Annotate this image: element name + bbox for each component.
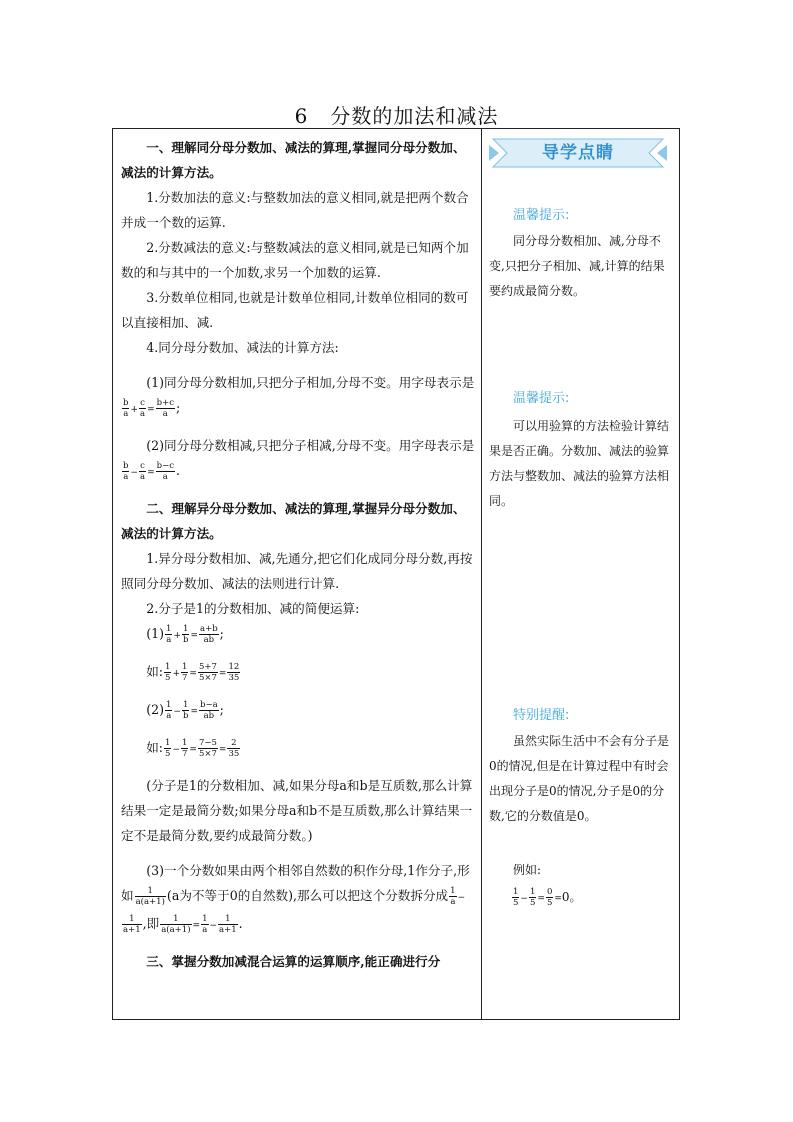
paragraph: 2.分子是1的分数相加、减的简便运算:	[146, 601, 360, 616]
tip-3-example-formula: $\frac{1}{5}$ − $\frac{1}{5}$ = $\frac{0}{5}$ =0。	[513, 887, 582, 908]
section-title: 分数的加法和减法	[330, 104, 499, 128]
content-table	[112, 128, 680, 1020]
tip-1-title: 温馨提示:	[513, 208, 570, 223]
formula-sub-unit: (2) $\frac{1}{a}$ − $\frac{1}{b}$ = $\frac{b-a}{ab}$ ;	[146, 700, 224, 721]
split-rule: (3)一个分数如果由两个相邻自然数的积作分母,1作分子,形如 $\frac{1}{a(a+1)}$ (a为不等于0的自然数),那么可以把这个分数拆分成 $\frac{1}{a}$ − $\frac{1}{a+1}$ ,即 $\frac{1}{a(a+1)}$ = $\frac{1}{a}$ − $\frac{1}{a+1}$ .	[121, 863, 470, 935]
section-1-heading: 一、理解同分母分数加、减法的算理,掌握同分母分数加、减法的计算方法。	[121, 140, 466, 180]
tip-1-text: 同分母分数相加、减,分母不变,只把分子相加、减,计算的结果要约成最简分数。	[489, 234, 665, 298]
paragraph: 1.分数加法的意义:与整数加法的意义相同,就是把两个数合并成一个数的运算.	[121, 190, 469, 230]
sidebar-column	[489, 137, 675, 908]
rule-subtract: (2)同分母分数相减,只把分子相减,分母不变。用字母表示是 $\frac{b}{a}$ − $\frac{c}{a}$ = $\frac{b-c}{a}$ .	[123, 438, 475, 482]
formula-add-unit: (1) $\frac{1}{a}$ + $\frac{1}{b}$ = $\frac{a+b}{ab}$ ;	[146, 624, 224, 645]
note-paragraph: (分子是1的分数相加、减,如果分母a和b是互质数,那么计算结果一定是最简分数;如果分母a和b不是互质数,那么计算结果一定不是最简分数,要约成最简分数。)	[121, 778, 473, 843]
section-3-heading: 三、掌握分数加减混合运算的运算顺序,能正确进行分	[146, 954, 441, 969]
tip-2-title: 温馨提示:	[513, 391, 570, 406]
tip-3-title: 特别提醒:	[513, 708, 570, 723]
rule-add: (1)同分母分数相加,只把分子相加,分母不变。用字母表示是 $\frac{b}{a}$ + $\frac{c}{a}$ = $\frac{b+c}{a}$ ;	[123, 375, 475, 419]
paragraph: 3.分数单位相同,也就是计数单位相同,计数单位相同的数可以直接相加、减.	[121, 290, 469, 330]
guide-banner	[489, 137, 667, 169]
column-divider	[481, 129, 482, 1019]
tip-3-example-label: 例如:	[513, 863, 542, 877]
tip-3-text: 虽然实际生活中不会有分子是0的情况,但是在计算过程中有时会出现分子是0的情况,分子是0的分数,它的分数值是0。	[489, 734, 670, 823]
banner-label: 导学点睛	[542, 143, 614, 163]
example-subtract: 如: $\frac{1}{5}$ − $\frac{1}{7}$ = $\frac{7-5}{5\times 7}$ = $\frac{2}{35}$	[146, 738, 240, 759]
section-2-heading: 二、理解异分母分数加、减法的算理,掌握异分母分数加、减法的计算方法。	[121, 501, 466, 541]
paragraph: 2.分数减法的意义:与整数减法的意义相同,就是已知两个加数的和与其中的一个加数,求另一个加数的运算.	[121, 240, 469, 280]
paragraph: 1.异分母分数相加、减,先通分,把它们化成同分母分数,再按照同分母分数加、减法的法则进行计算.	[121, 551, 473, 591]
page-title	[0, 100, 793, 129]
example-add: 如: $\frac{1}{5}$ + $\frac{1}{7}$ = $\frac{5+7}{5\times 7}$ = $\frac{12}{35}$	[146, 662, 240, 683]
section-number: 6	[294, 104, 309, 128]
tip-2-text: 可以用验算的方法检验计算结果是否正确。分数加、减法的验算方法与整数加、减法的验算方法相同。	[489, 419, 670, 508]
paragraph: 4.同分母分数加、减法的计算方法:	[146, 340, 339, 355]
main-column	[121, 135, 475, 974]
